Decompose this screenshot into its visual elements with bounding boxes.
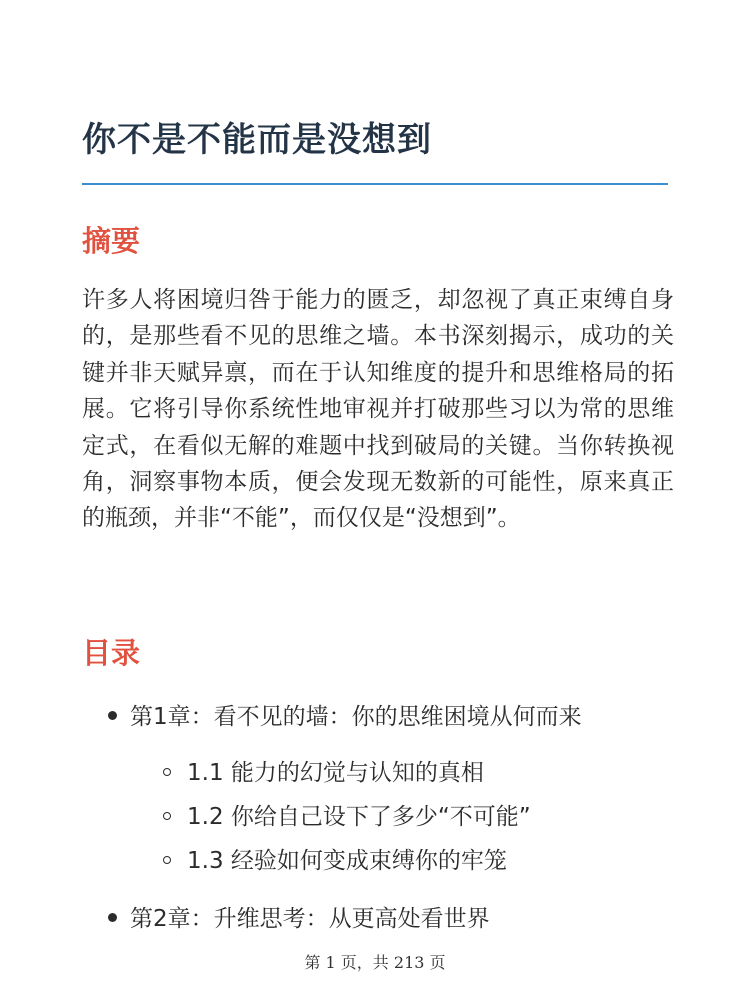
toc-heading: 目录 [82, 636, 141, 670]
hollow-bullet-icon [163, 768, 171, 776]
hollow-bullet-icon [163, 856, 171, 864]
toc-chapter-label: 第1章：看不见的墙：你的思维困境从何而来 [130, 704, 582, 730]
toc-section-1-1 [163, 755, 484, 791]
title-divider [82, 183, 668, 185]
toc-section-label: 1.1 能力的幻觉与认知的真相 [187, 760, 484, 786]
summary-paragraph: 许多人将困境归咎于能力的匮乏，却忽视了真正束缚自身的，是那些看不见的思维之墙。本书深刻揭示，成功的关键并非天赋异禀，而在于认知维度的提升和思维格局的拓展。它将引导你系统性地审视并打破那些习以为常的思维定式，在看似无解的难题中找到破局的关键。当你转换视角，洞察事物本质，便会发现无数新的可能性，原来真正的瓶颈，并非“不能”，而仅仅是“没想到”。 [82, 287, 674, 532]
toc-chapter-1 [108, 699, 582, 735]
toc-section-label: 1.2 你给自己设下了多少“不可能” [187, 804, 531, 830]
summary-heading: 摘要 [82, 224, 141, 258]
toc-chapter-label: 第2章：升维思考：从更高处看世界 [130, 906, 490, 932]
filled-bullet-icon [108, 913, 117, 922]
toc-section-1-2 [163, 799, 531, 835]
document-title: 你不是不能而是没想到 [82, 120, 432, 160]
page-number-footer: 第 1 页，共 213 页 [304, 953, 446, 972]
toc-section-1-3 [163, 843, 507, 879]
toc-section-label: 1.3 经验如何变成束缚你的牢笼 [187, 848, 507, 874]
toc-chapter-2 [108, 901, 490, 937]
hollow-bullet-icon [163, 812, 171, 820]
filled-bullet-icon [108, 711, 117, 720]
